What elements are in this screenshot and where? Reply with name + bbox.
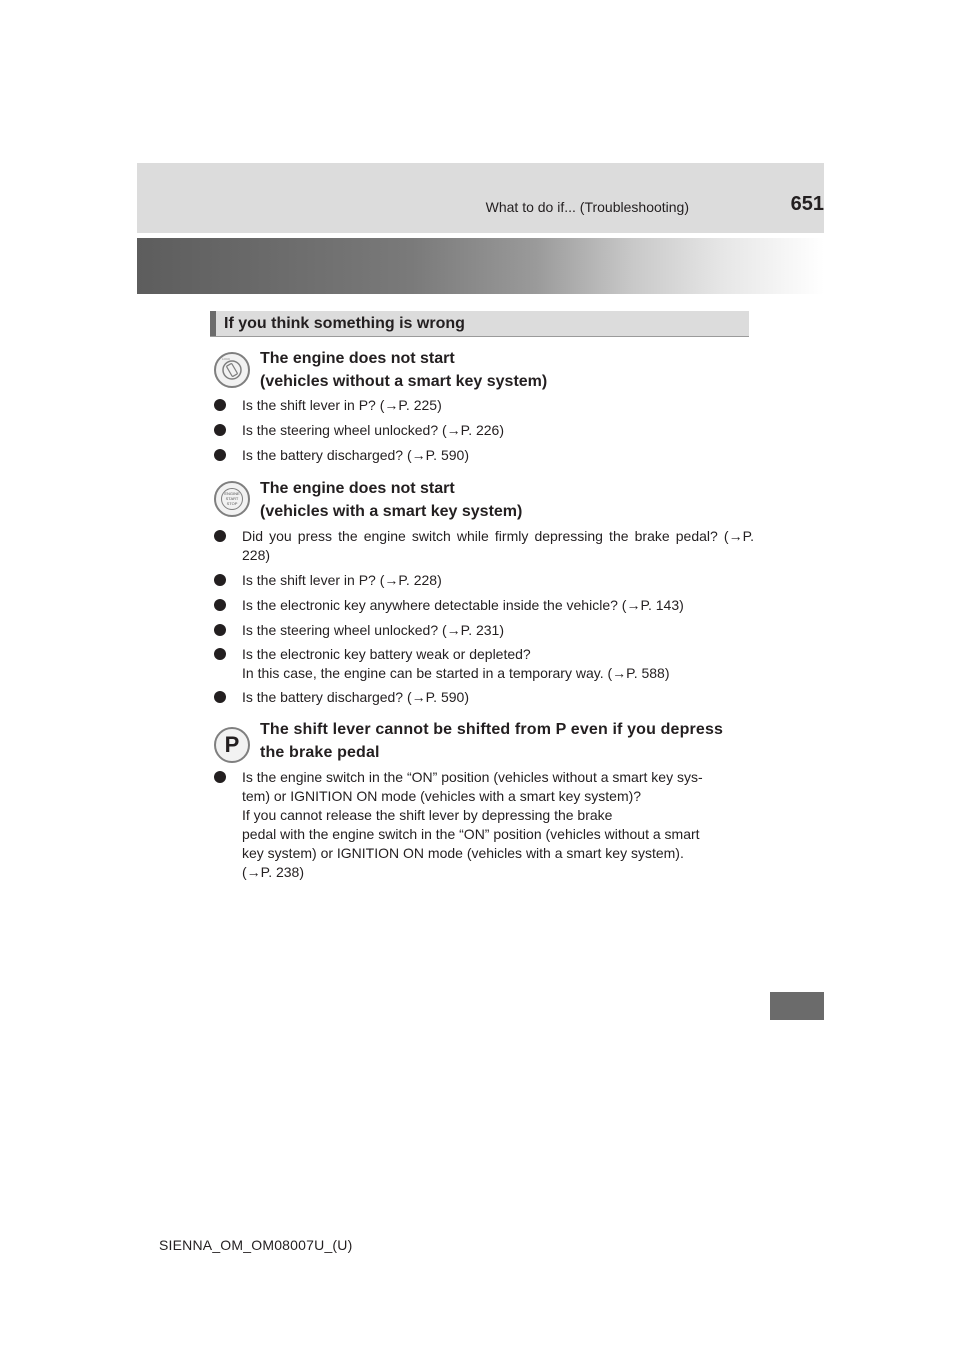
topic-1-title-line2: (vehicles without a smart key system) (260, 373, 548, 390)
bullet-icon (214, 449, 226, 461)
chapter-title: What to do if... (Troubleshooting) (485, 199, 689, 215)
bullet-icon (214, 424, 226, 436)
bullet-icon (214, 599, 226, 611)
engine-start-stop-label: ENGINE START STOP (224, 491, 240, 506)
bullet-icon (214, 648, 226, 660)
svg-text:LOCK: LOCK (222, 357, 231, 361)
list-item: Is the battery discharged? (→P. 590) (214, 688, 754, 707)
bullet-icon (214, 624, 226, 636)
topic-2-title (260, 477, 522, 523)
bullet-icon (214, 574, 226, 586)
chapter-banner (137, 238, 824, 294)
topic-3-title-line1: The shift lever cannot be shifted from P even if you depress (260, 721, 724, 738)
heading-accent-bar (210, 311, 216, 336)
bullet-icon (214, 771, 226, 783)
list-item: Did you press the engine switch while firmly depressing the brake pedal? (→P. 228) (214, 527, 754, 565)
bullet-icon (214, 691, 226, 703)
topic-2-title-line1: The engine does not start (260, 480, 455, 497)
bullet-icon (214, 399, 226, 411)
ignition-switch-icon (214, 352, 250, 388)
topic-1-title (260, 347, 547, 393)
list-item: Is the battery discharged? (→P. 590) (214, 446, 754, 465)
park-gear-label: P (224, 732, 240, 757)
topic-1-title-line1: The engine does not start (260, 350, 455, 367)
topic-3-title (260, 718, 723, 764)
chapter-tab-marker (770, 992, 824, 1020)
page-header (137, 163, 824, 233)
section-heading (210, 311, 749, 337)
engine-start-stop-button-icon (214, 481, 250, 517)
document-code: SIENNA_OM_OM08007U_(U) (159, 1237, 353, 1253)
list-item: Is the shift lever in P? (→P. 228) (214, 571, 754, 590)
topic-3-title-line2: the brake pedal (260, 744, 380, 761)
section-heading-text: If you think something is wrong (224, 315, 465, 332)
list-item: Is the steering wheel unlocked? (→P. 226) (214, 421, 754, 440)
list-item: Is the shift lever in P? (→P. 225) (214, 396, 754, 415)
list-item: Is the electronic key battery weak or depleted? In this case, the engine can be started in a temporary way. (→P. 588) (214, 645, 754, 683)
list-item: Is the steering wheel unlocked? (→P. 231) (214, 621, 754, 640)
topic-2-title-line2: (vehicles with a smart key system) (260, 503, 523, 520)
park-gear-icon (214, 727, 250, 763)
bullet-icon (214, 530, 226, 542)
list-item: Is the engine switch in the “ON” position (vehicles without a smart key sys- tem) or IGNITION ON mode (vehicles with a smart key system)? If you cannot release the shift lever by depressing the brake pedal with the engine switch in the “ON” position (vehicles without a smart key system) or IGNITION ON mode (vehicles with a smart key system). (→P. 238) (214, 768, 754, 882)
list-item: Is the electronic key anywhere detectable inside the vehicle? (→P. 143) (214, 596, 754, 615)
page-number: 651 (790, 193, 824, 215)
